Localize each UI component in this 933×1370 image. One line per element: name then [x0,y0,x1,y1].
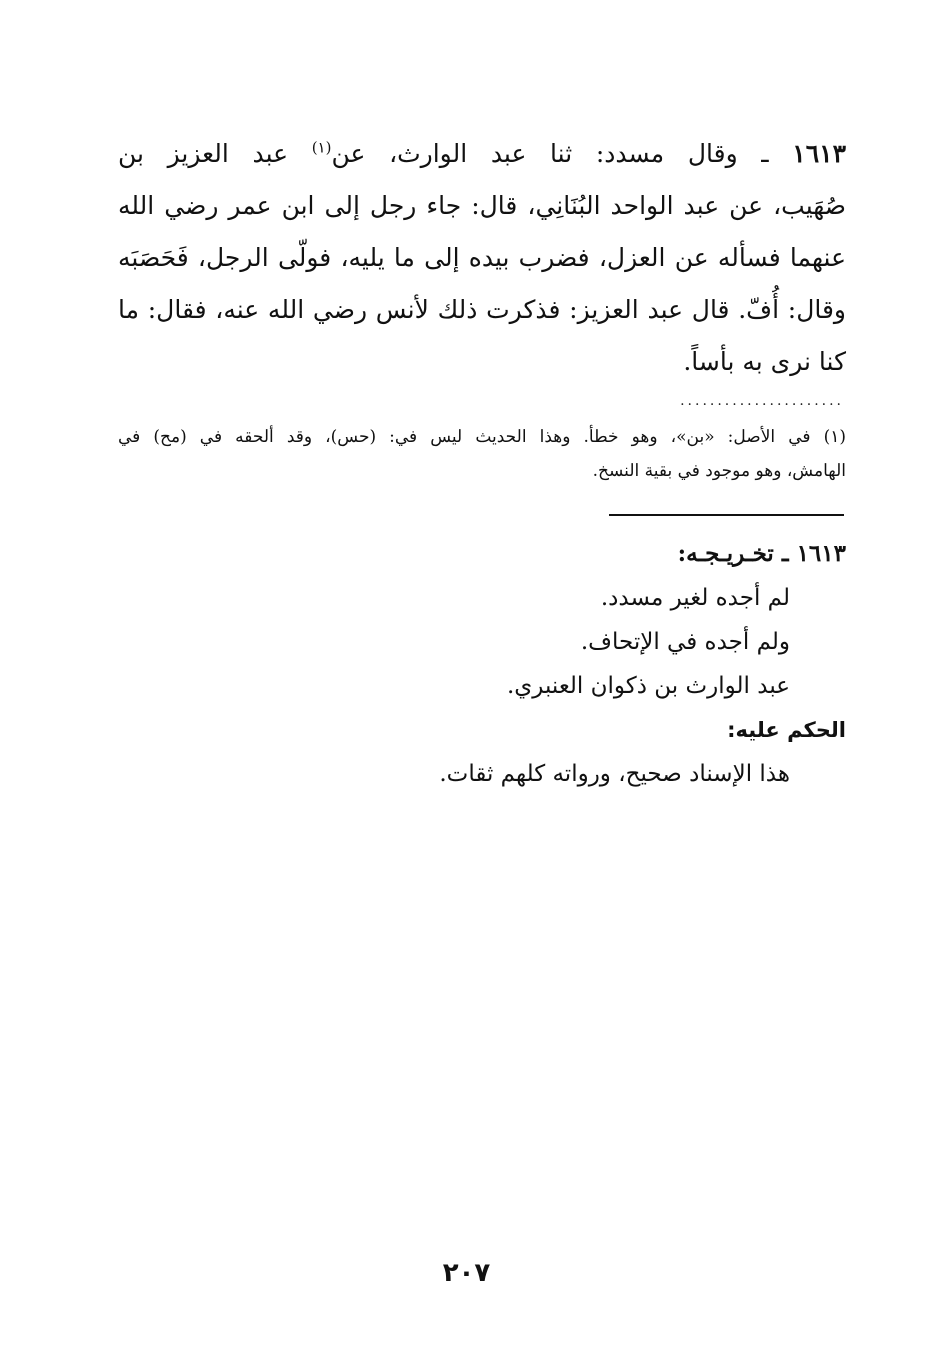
hukm-label: الحكم عليه: [727,718,846,742]
footnote-separator-dots: ...................... [680,393,844,409]
takhrij-heading: ١٦١٣ ـ تخـريـجـه: [677,540,846,567]
hadith-line-3: عنهما فسأله عن العزل، فضرب بيده إلى ما يليه، فولّى الرجل، فَحَصَبَه [118,243,846,272]
hadith-line-5: كنا نرى به بأساً. [683,347,846,376]
hadith-line-1-part-1: ـ وقال مسدد: ثنا عبد الوارث، عن [331,139,769,168]
hadith-line-4: وقال: أُفّ. قال عبد العزيز: فذكرت ذلك لأنس رضي الله عنه، فقال: ما [118,295,846,324]
page-number: ٢٠٧ [442,1258,491,1288]
hadith-number: ١٦١٣ [792,139,846,168]
footnote-line-2: الهامش، وهو موجود في بقية النسخ. [592,461,846,481]
hadith-text [118,128,846,388]
section-divider [609,514,844,516]
hadith-line-2: صُهَيب، عن عبد الواحد البُنَانِي، قال: جاء رجل إلى ابن عمر رضي الله [118,191,846,220]
footnote-line-1: (١) في الأصل: «بن»، وهو خطأ. وهذا الحديث ليس في: (حس)، وقد ألحقه في (مح) في [118,427,846,447]
takhrij-item-3: عبد الوارث بن ذكوان العنبري. [506,673,790,699]
footnote-reference: (١) [311,138,332,157]
takhrij-item-1: لم أجده لغير مسدد. [600,585,790,611]
footnote [118,420,846,488]
hadith-line-1-part-2: عبد العزيز بن [118,139,312,168]
takhrij-item-2: ولم أجده في الإتحاف. [580,629,790,655]
hadith-line-1 [118,128,846,180]
hukm-text: هذا الإسناد صحيح، ورواته كلهم ثقات. [439,761,790,787]
takhrij-section [300,532,846,796]
